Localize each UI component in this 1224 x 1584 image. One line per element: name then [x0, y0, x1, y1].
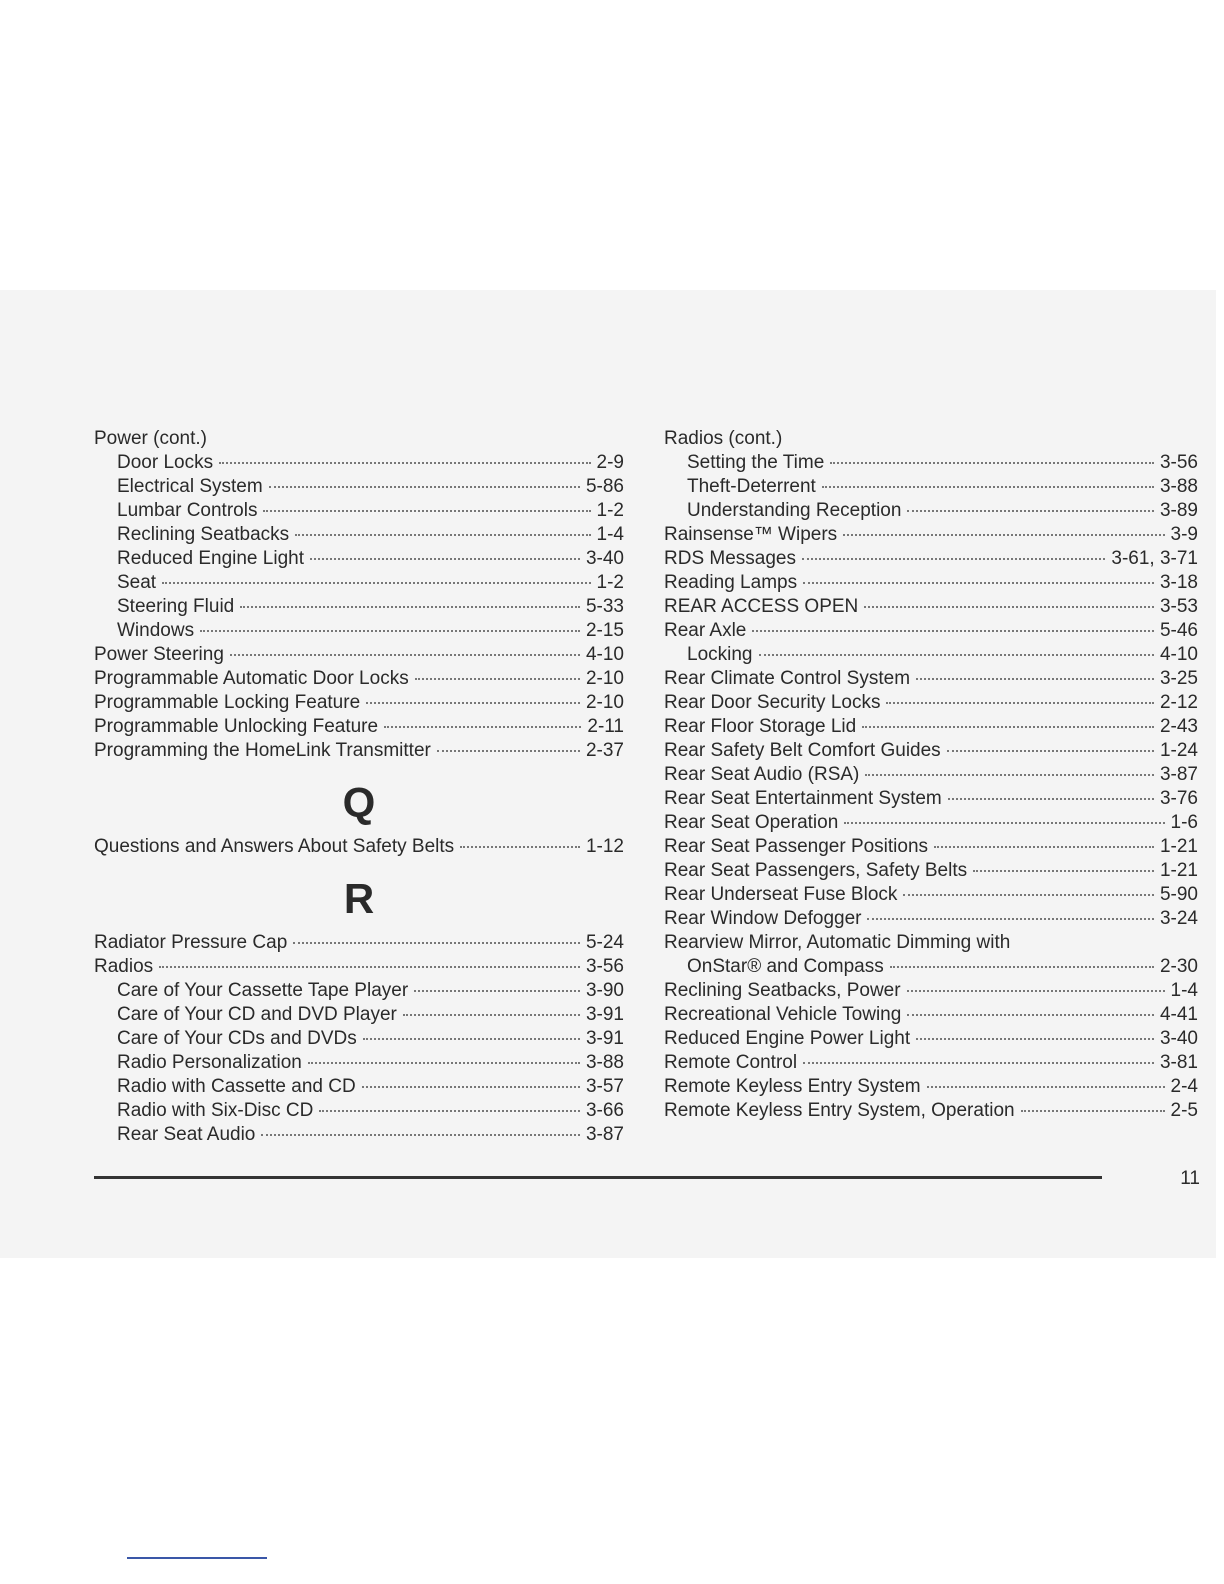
- index-entry: [664, 595, 1198, 619]
- entry-page: 3-9: [1170, 524, 1198, 545]
- entry-text: Theft-Deterrent: [687, 476, 816, 497]
- index-entry: [664, 907, 1198, 931]
- entry-page: 2-11: [587, 716, 624, 737]
- index-entry: [664, 883, 1198, 907]
- index-entry: [94, 451, 624, 475]
- index-entry: [664, 451, 1198, 475]
- index-entry: [664, 619, 1198, 643]
- entry-text: Door Locks: [117, 452, 214, 473]
- index-entry: [664, 763, 1198, 787]
- dot-leader: [269, 486, 580, 488]
- dot-leader: [803, 582, 1154, 584]
- index-entry: [664, 475, 1198, 499]
- entry-text: OnStar® and Compass: [687, 956, 884, 977]
- entry-page: 1-21: [1159, 836, 1198, 857]
- index-column-left: [94, 427, 624, 1147]
- index-entry: [664, 1075, 1198, 1099]
- entry-text: Questions and Answers About Safety Belts: [94, 836, 455, 857]
- index-entry: [94, 931, 624, 955]
- index-entry: [664, 499, 1198, 523]
- entry-page: 3-24: [1159, 908, 1198, 929]
- dot-leader: [240, 606, 580, 608]
- index-entry: [664, 547, 1198, 571]
- entry-text: Rear Seat Passenger Positions: [664, 836, 929, 857]
- index-column-right: [664, 427, 1198, 1123]
- index-heading: [664, 427, 1198, 451]
- entry-page: 3-25: [1159, 668, 1198, 689]
- entry-page: 3-57: [585, 1076, 624, 1097]
- dot-leader: [822, 486, 1154, 488]
- index-entry: [94, 475, 624, 499]
- entry-page: 4-10: [585, 644, 624, 665]
- entry-page: 2-43: [1159, 716, 1198, 737]
- index-entry: [94, 955, 624, 979]
- dot-leader: [916, 678, 1154, 680]
- entry-page: 3-88: [1159, 476, 1198, 497]
- dot-leader: [907, 990, 1165, 992]
- entry-text: Rear Floor Storage Lid: [664, 716, 857, 737]
- entry-text: Reduced Engine Power Light: [664, 1028, 911, 1049]
- index-heading: [664, 931, 1198, 955]
- index-entry: [94, 1075, 624, 1099]
- dot-leader: [890, 966, 1154, 968]
- entry-page: 2-4: [1170, 1076, 1198, 1097]
- index-entry: [664, 835, 1198, 859]
- entry-page: 5-46: [1159, 620, 1198, 641]
- entry-page: 3-89: [1159, 500, 1198, 521]
- index-entry: [664, 691, 1198, 715]
- dot-leader: [867, 918, 1153, 920]
- index-entry: [94, 667, 624, 691]
- section-letter: Q: [342, 779, 376, 826]
- entry-text: Radio Personalization: [117, 1052, 302, 1073]
- entry-text: Electrical System: [117, 476, 263, 497]
- entry-text: Locking: [687, 644, 753, 665]
- index-entry: [94, 739, 624, 763]
- entry-text: Rear Seat Passengers, Safety Belts: [664, 860, 968, 881]
- entry-text: Recreational Vehicle Towing: [664, 1004, 902, 1025]
- index-entry: [664, 811, 1198, 835]
- dot-leader: [803, 1062, 1154, 1064]
- dot-leader: [830, 462, 1154, 464]
- entry-text: RDS Messages: [664, 548, 796, 569]
- entry-text: Remote Keyless Entry System: [664, 1076, 921, 1097]
- entry-page: 3-61, 3-71: [1111, 548, 1198, 569]
- entry-page: 3-90: [585, 980, 624, 1001]
- dot-leader: [843, 534, 1164, 536]
- entry-page: 1-2: [596, 572, 624, 593]
- index-entry: [664, 643, 1198, 667]
- dot-leader: [362, 1086, 580, 1088]
- index-entry: [94, 643, 624, 667]
- entry-page: 3-88: [585, 1052, 624, 1073]
- dot-leader: [916, 1038, 1154, 1040]
- dot-leader: [308, 1062, 580, 1064]
- entry-text: Rear Axle: [664, 620, 747, 641]
- dot-leader: [802, 558, 1105, 560]
- index-heading: [94, 427, 624, 451]
- entry-text: Programming the HomeLink Transmitter: [94, 740, 431, 761]
- entry-text: Power (cont.): [94, 428, 207, 449]
- index-entry: [664, 1099, 1198, 1123]
- entry-text: Steering Fluid: [117, 596, 235, 617]
- entry-page: 4-41: [1159, 1004, 1198, 1025]
- index-entry: [664, 715, 1198, 739]
- entry-text: Radios (cont.): [664, 428, 783, 449]
- dot-leader: [219, 462, 590, 464]
- entry-page: 5-24: [585, 932, 624, 953]
- dot-leader: [200, 630, 580, 632]
- entry-page: 5-33: [585, 596, 624, 617]
- entry-text: Rear Seat Operation: [664, 812, 839, 833]
- entry-text: Rearview Mirror, Automatic Dimming with: [664, 932, 1011, 953]
- entry-page: 3-87: [1159, 764, 1198, 785]
- entry-text: Remote Keyless Entry System, Operation: [664, 1100, 1015, 1121]
- dot-leader: [415, 678, 580, 680]
- entry-page: 3-56: [585, 956, 624, 977]
- dot-leader: [948, 798, 1154, 800]
- entry-text: Rear Underseat Fuse Block: [664, 884, 898, 905]
- dot-leader: [403, 1014, 580, 1016]
- entry-text: Power Steering: [94, 644, 224, 665]
- entry-text: Care of Your CDs and DVDs: [117, 1028, 357, 1049]
- entry-text: Radio with Cassette and CD: [117, 1076, 356, 1097]
- footer-rule: [94, 1176, 1102, 1179]
- index-entry: [94, 571, 624, 595]
- index-entry: [94, 595, 624, 619]
- index-entry: [94, 499, 624, 523]
- entry-text: Rear Window Defogger: [664, 908, 862, 929]
- index-entry: [94, 979, 624, 1003]
- entry-text: Rear Seat Audio: [117, 1124, 256, 1145]
- index-entry: [664, 739, 1198, 763]
- dot-leader: [907, 510, 1154, 512]
- entry-text: Programmable Automatic Door Locks: [94, 668, 409, 689]
- entry-page: 3-40: [1159, 1028, 1198, 1049]
- entry-page: 2-10: [585, 668, 624, 689]
- entry-page: 3-66: [585, 1100, 624, 1121]
- index-entry: [94, 1123, 624, 1147]
- index-entry: [94, 1003, 624, 1027]
- entry-page: 2-12: [1159, 692, 1198, 713]
- dot-leader: [973, 870, 1154, 872]
- dot-leader: [934, 846, 1154, 848]
- entry-page: 1-2: [596, 500, 624, 521]
- page-number: 11: [1180, 1168, 1200, 1189]
- entry-page: 3-81: [1159, 1052, 1198, 1073]
- entry-text: Programmable Unlocking Feature: [94, 716, 379, 737]
- dot-leader: [844, 822, 1164, 824]
- entry-page: 4-10: [1159, 644, 1198, 665]
- entry-text: Understanding Reception: [687, 500, 902, 521]
- entry-page: 1-21: [1159, 860, 1198, 881]
- dot-leader: [907, 1014, 1154, 1016]
- index-entry: [94, 835, 624, 859]
- index-entry: [94, 691, 624, 715]
- dot-leader: [162, 582, 590, 584]
- index-entry: [664, 667, 1198, 691]
- entry-text: Rear Safety Belt Comfort Guides: [664, 740, 941, 761]
- entry-text: Care of Your Cassette Tape Player: [117, 980, 409, 1001]
- index-entry: [94, 547, 624, 571]
- dot-leader: [263, 510, 590, 512]
- entry-page: 1-6: [1170, 812, 1198, 833]
- entry-text: Rainsense™ Wipers: [664, 524, 838, 545]
- dot-leader: [759, 654, 1154, 656]
- entry-text: Radio with Six-Disc CD: [117, 1100, 314, 1121]
- entry-page: 1-12: [585, 836, 624, 857]
- index-entry: [94, 1099, 624, 1123]
- entry-page: 1-24: [1159, 740, 1198, 761]
- entry-page: 2-15: [585, 620, 624, 641]
- index-entry: [94, 619, 624, 643]
- index-entry: [664, 787, 1198, 811]
- dot-leader: [414, 990, 580, 992]
- dot-leader: [319, 1110, 580, 1112]
- entry-page: 3-91: [585, 1004, 624, 1025]
- entry-text: Programmable Locking Feature: [94, 692, 361, 713]
- dot-leader: [927, 1086, 1165, 1088]
- entry-page: 5-90: [1159, 884, 1198, 905]
- dot-leader: [230, 654, 580, 656]
- index-entry: [94, 715, 624, 739]
- dot-leader: [862, 726, 1154, 728]
- entry-page: 2-37: [585, 740, 624, 761]
- entry-text: Seat: [117, 572, 157, 593]
- entry-text: Reduced Engine Light: [117, 548, 304, 569]
- entry-text: Radios: [94, 956, 154, 977]
- dot-leader: [864, 606, 1154, 608]
- entry-page: 1-4: [596, 524, 624, 545]
- entry-page: 2-9: [596, 452, 624, 473]
- bottom-accent-line: [127, 1557, 267, 1559]
- dot-leader: [159, 966, 580, 968]
- index-entry: [664, 1051, 1198, 1075]
- entry-text: Setting the Time: [687, 452, 825, 473]
- index-entry: [94, 1051, 624, 1075]
- dot-leader: [437, 750, 580, 752]
- index-entry: [94, 1027, 624, 1051]
- entry-page: 5-86: [585, 476, 624, 497]
- dot-leader: [460, 846, 580, 848]
- dot-leader: [947, 750, 1154, 752]
- dot-leader: [384, 726, 581, 728]
- index-entry: [664, 859, 1198, 883]
- dot-leader: [366, 702, 580, 704]
- entry-text: Remote Control: [664, 1052, 798, 1073]
- entry-page: 2-30: [1159, 956, 1198, 977]
- index-entry: [664, 955, 1198, 979]
- entry-text: Windows: [117, 620, 195, 641]
- entry-text: REAR ACCESS OPEN: [664, 596, 859, 617]
- dot-leader: [363, 1038, 580, 1040]
- entry-page: 3-76: [1159, 788, 1198, 809]
- entry-text: Rear Seat Entertainment System: [664, 788, 942, 809]
- entry-page: 3-87: [585, 1124, 624, 1145]
- index-entry: [94, 523, 624, 547]
- entry-page: 2-5: [1170, 1100, 1198, 1121]
- entry-page: 1-4: [1170, 980, 1198, 1001]
- entry-text: Reading Lamps: [664, 572, 798, 593]
- index-entry: [664, 571, 1198, 595]
- index-entry: [664, 979, 1198, 1003]
- index-entry: [664, 523, 1198, 547]
- dot-leader: [886, 702, 1154, 704]
- entry-text: Care of Your CD and DVD Player: [117, 1004, 397, 1025]
- section-letter: R: [343, 875, 375, 922]
- entry-page: 2-10: [585, 692, 624, 713]
- entry-page: 3-18: [1159, 572, 1198, 593]
- entry-text: Rear Door Security Locks: [664, 692, 881, 713]
- index-entry: [664, 1003, 1198, 1027]
- entry-text: Reclining Seatbacks: [117, 524, 290, 545]
- dot-leader: [295, 534, 590, 536]
- entry-page: 3-53: [1159, 596, 1198, 617]
- entry-page: 3-56: [1159, 452, 1198, 473]
- entry-text: Radiator Pressure Cap: [94, 932, 288, 953]
- dot-leader: [903, 894, 1154, 896]
- entry-page: 3-40: [585, 548, 624, 569]
- entry-text: Lumbar Controls: [117, 500, 258, 521]
- dot-leader: [293, 942, 580, 944]
- entry-text: Rear Climate Control System: [664, 668, 911, 689]
- dot-leader: [865, 774, 1154, 776]
- entry-page: 3-91: [585, 1028, 624, 1049]
- dot-leader: [261, 1134, 580, 1136]
- entry-text: Rear Seat Audio (RSA): [664, 764, 860, 785]
- dot-leader: [310, 558, 580, 560]
- dot-leader: [1021, 1110, 1165, 1112]
- dot-leader: [752, 630, 1154, 632]
- index-entry: [664, 1027, 1198, 1051]
- entry-text: Reclining Seatbacks, Power: [664, 980, 901, 1001]
